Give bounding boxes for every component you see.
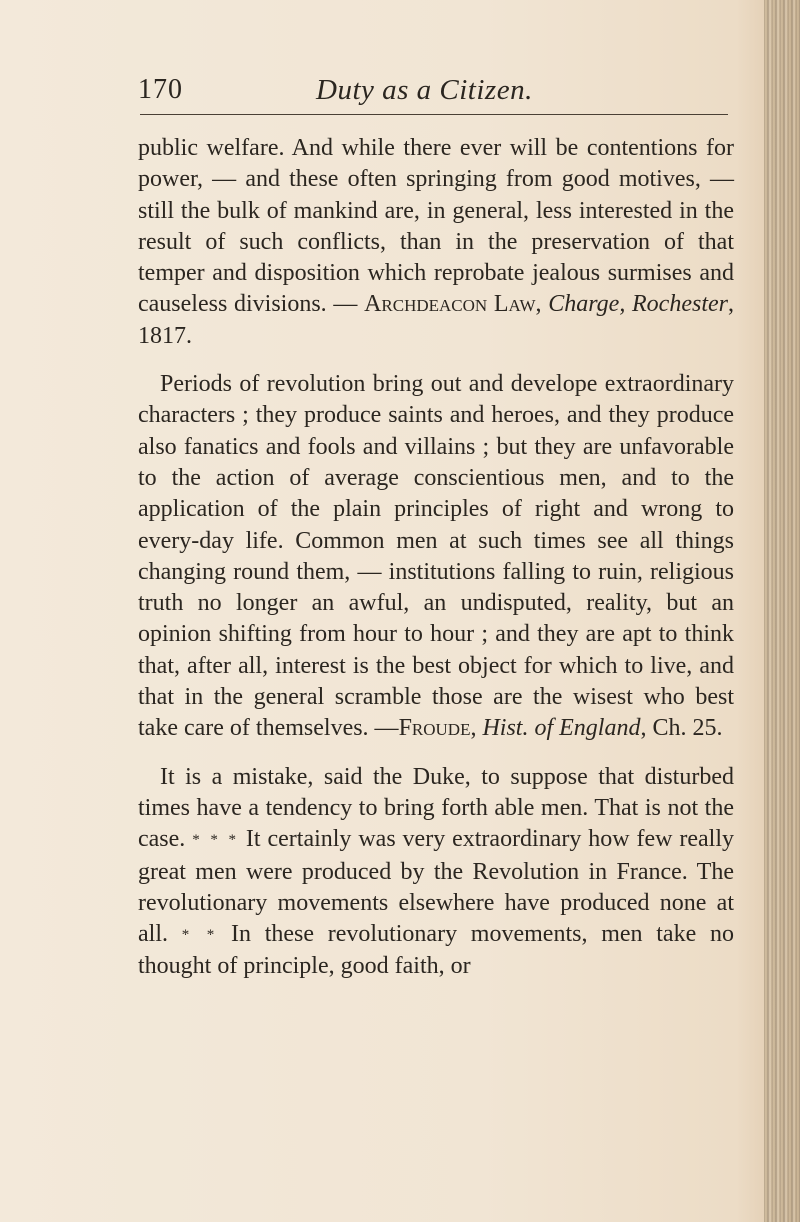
- paragraph-1: [138, 133, 734, 352]
- paragraph-3: [138, 762, 734, 983]
- citation-author: Froude: [398, 715, 471, 742]
- ellipsis-stars: * * *: [192, 832, 240, 849]
- page-header: [138, 74, 733, 114]
- paragraph-3-text-c: In these revolutionary movements, men take no thought of principle, good faith, or: [138, 921, 734, 980]
- citation-tail: , 1817.: [138, 291, 734, 349]
- page-edge-shadow: [764, 0, 800, 1222]
- citation-source: Hist. of England: [482, 715, 641, 742]
- paragraph-3-text-a: It is a mistake, said the Duke, to suppose that disturbed times have a tendency to bring forth able men. That is not the case.: [138, 763, 734, 853]
- ellipsis-stars: * *: [181, 927, 218, 944]
- citation-tail: , Ch. 25.: [640, 715, 723, 742]
- page-number: 170: [138, 74, 183, 105]
- paragraph-1-text: public welfare. And while there ever will be contentions for power, — and these often springing from good motives, — still the bulk of mankind are, in general, less interested in the result of such conflicts, than in the preservation of that temper and disposition which reprobate jealous surmises and causeless divisions. —: [138, 135, 734, 318]
- citation-author: Archdeacon Law: [364, 291, 536, 318]
- header-rule: [140, 114, 728, 115]
- paragraph-3-text-b: It certainly was very extraordinary how few really great men were produced by the Revolution in France. The revolutionary movements elsewhere have produced none at all.: [138, 826, 735, 948]
- body-text: [138, 133, 734, 983]
- paragraph-2: [138, 369, 734, 745]
- running-title: Duty as a Citizen.: [316, 74, 533, 106]
- citation-separator: ,: [535, 291, 549, 318]
- paragraph-2-text: Periods of revolution bring out and develope extraordinary characters ; they produce saints and heroes, and they produce also fanatics and fools and villains ; but they are unfavorable to the action of average conscientious men, and to the application of the plain principles of right and wrong to every-day life. Common men at such times see all things changing round them, — institutions falling to ruin, religious truth no longer an awful, an undisputed, reality, but an opinion shifting from hour to hour ; and they are apt to think that, after all, interest is the best object for which to live, and that in the general scramble those are the wisest who best take care of themselves. —: [138, 371, 734, 742]
- citation-source: Charge, Rochester: [548, 291, 728, 318]
- citation-separator: ,: [470, 715, 483, 742]
